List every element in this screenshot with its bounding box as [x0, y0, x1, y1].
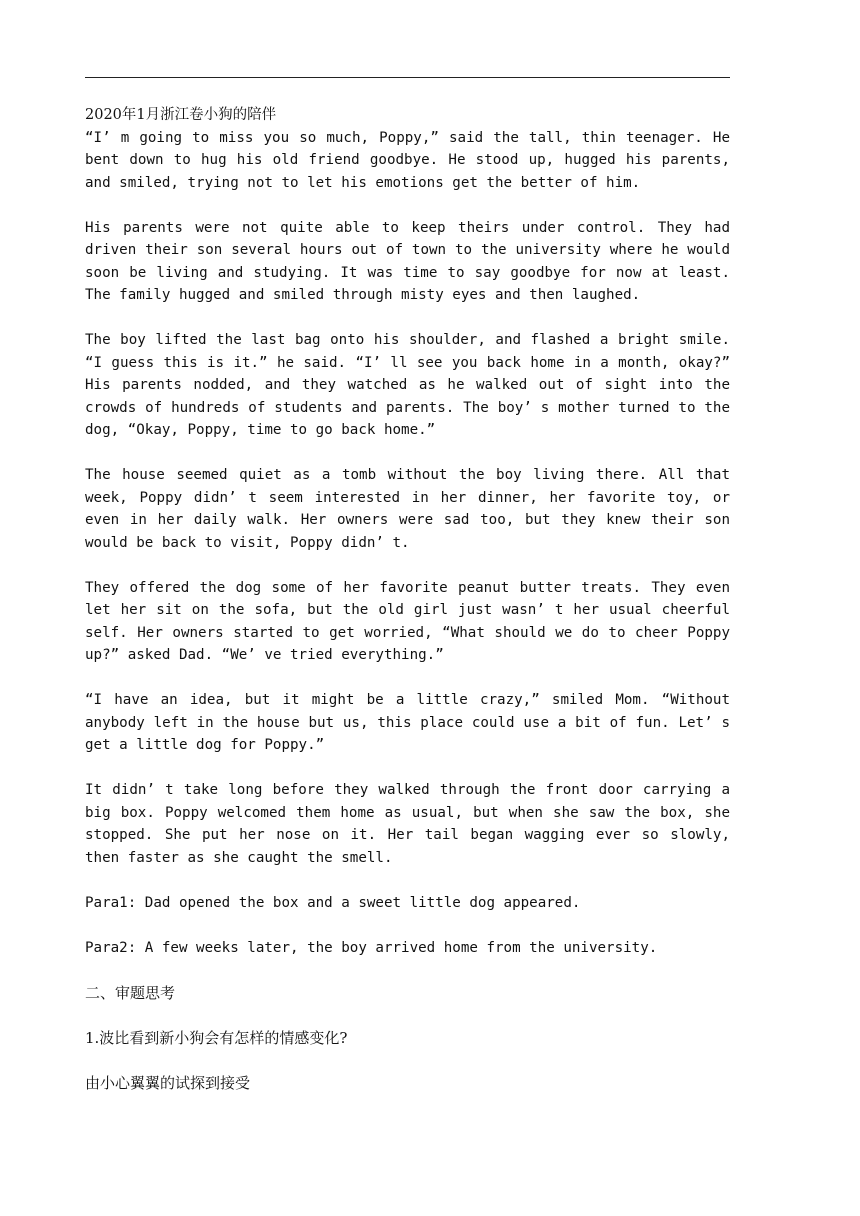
- story-paragraph-3: The boy lifted the last bag onto his shoulder, and flashed a bright smile. “I guess this is it.” he said. “I’ ll see you back home in a month, okay?” His parents nodded, and they watched as he walked out of sight into the crowds of hundreds of students and parents. The boy’ s mother turned to the dog, “Okay, Poppy, time to go back home.”: [85, 332, 730, 438]
- story-paragraph-6: “I have an idea, but it might be a little crazy,” smiled Mom. “Without anybody left in the house but us, this place could use a bit of fun. Let’ s get a little dog for Poppy.”: [85, 692, 730, 753]
- story-paragraph-1: “I’ m going to miss you so much, Poppy,” said the tall, thin teenager. He bent down to hug his old friend goodbye. He stood up, hugged his parents, and smiled, trying not to let his emotions get the better of him.: [85, 129, 730, 191]
- document-title: 2020年1月浙江卷小狗的陪伴: [85, 107, 277, 123]
- document-body: [85, 104, 730, 1117]
- section-heading: 二、审题思考: [85, 983, 176, 1002]
- question-1: 1.波比看到新小狗会有怎样的情感变化?: [85, 1028, 348, 1047]
- story-paragraph-4: The house seemed quiet as a tomb without the boy living there. All that week, Poppy didn’ t seem interested in her dinner, her favorite toy, or even in her daily walk. Her owners were sad too, but they knew their son would be back to visit, Poppy didn’ t.: [85, 467, 730, 551]
- story-paragraph-5: They offered the dog some of her favorite peanut butter treats. They even let her sit on the sofa, but the old girl just wasn’ t her usual cheerful self. Her owners started to get worried, “What should we do to cheer Poppy up?” asked Dad. “We’ ve tried everything.”: [85, 579, 730, 663]
- para2-prompt: Para2: A few weeks later, the boy arrived home from the university.: [85, 939, 658, 956]
- answer-1: 由小心翼翼的试探到接受: [85, 1073, 251, 1092]
- header-rule: [85, 77, 730, 78]
- para1-prompt: Para1: Dad opened the box and a sweet little dog appeared.: [85, 894, 581, 911]
- story-paragraph-7: It didn’ t take long before they walked through the front door carrying a big box. Poppy welcomed them home as usual, but when she saw the box, she stopped. She put her nose on it. Her tail began wagging ever so slowly, then faster as she caught the smell.: [85, 782, 730, 866]
- story-paragraph-2: His parents were not quite able to keep theirs under control. They had driven their son several hours out of town to the university where he would soon be living and studying. It was time to say goodbye for now at least. The family hugged and smiled through misty eyes and then laughed.: [85, 219, 730, 303]
